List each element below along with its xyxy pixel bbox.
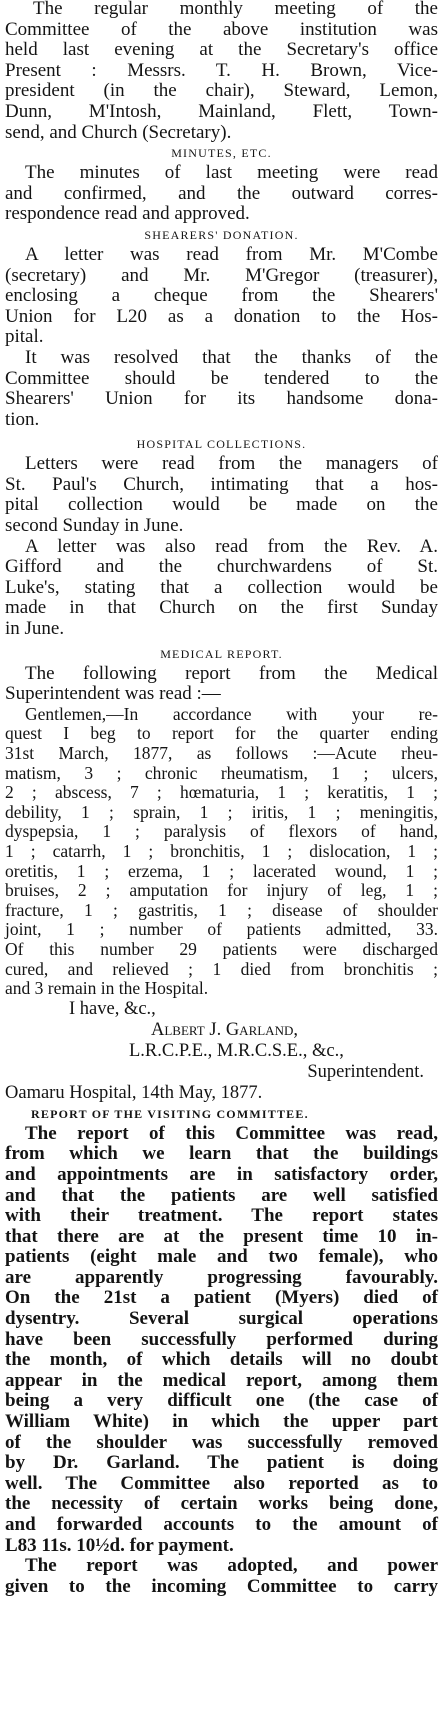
text-line: well. The Committee also reported as to: [5, 1472, 438, 1494]
collections-paragraph-2: [5, 537, 438, 640]
text-line: The minutes of last meeting were read: [25, 162, 438, 184]
visiting-paragraph: [5, 1124, 438, 1556]
text-line: tion.: [5, 408, 40, 430]
text-line: Committee should be tendered to the: [5, 367, 438, 389]
text-line: and 3 remain in the Hospital.: [5, 978, 209, 999]
text-line: with their treatment. The report states: [5, 1205, 438, 1227]
closing-paragraph: [5, 1556, 438, 1597]
text-line: The regular monthly meeting of the: [33, 0, 438, 19]
text-line: cured, and relieved ; 1 died from bronchitis ;: [5, 958, 438, 979]
text-line: and appointments are in satisfactory order,: [5, 1163, 438, 1185]
text-line: Shearers' Union for its handsome dona-: [5, 388, 438, 410]
text-line: Superintendent was read :—: [5, 683, 221, 705]
text-line: It was resolved that the thanks of the: [25, 346, 438, 368]
signature-block: [5, 999, 438, 1083]
minutes-paragraph: [5, 163, 438, 225]
text-line: debility, 1 ; sprain, 1 ; iritis, 1 ; meningitis,: [5, 801, 438, 822]
text-line: respondence read and approved.: [5, 203, 250, 225]
text-line: and forwarded accounts to the amount of: [5, 1514, 438, 1535]
text-line: held last evening at the Secretary's office: [5, 39, 438, 61]
text-line: being a very difficult one (the case of: [5, 1390, 438, 1412]
text-line: patients (eight male and two female), who: [5, 1246, 438, 1268]
text-line: St. Paul's Church, intimating that a hos-: [5, 473, 438, 495]
text-line: that there are at the present time 10 in-: [5, 1225, 438, 1247]
text-line: quest I beg to report for the quarter ending: [5, 723, 438, 744]
text-line: bruises, 2 ; amputation for injury of leg, 1 ;: [5, 880, 438, 901]
text-line: pital collection would be made on the: [5, 494, 438, 516]
section-heading-collections: HOSPITAL COLLECTIONS.: [136, 437, 307, 452]
text-line: Luke's, stating that a collection would be: [5, 576, 438, 598]
dateline: Oamaru Hospital, 14th May, 1877.: [5, 1082, 263, 1103]
text-line: dysentry. Several surgical operations: [5, 1308, 438, 1330]
text-line: are apparently progressing favourably.: [5, 1266, 438, 1288]
text-line: in June.: [5, 618, 65, 640]
text-line: fracture, 1 ; gastritis, 1 ; disease of shoulder: [5, 899, 438, 920]
text-line: of the shoulder was successfully removed: [5, 1431, 438, 1453]
medical-intro-paragraph: [5, 664, 438, 705]
text-line: have been successfully performed during: [5, 1328, 438, 1350]
text-line: the necessity of certain works being done,: [5, 1493, 438, 1515]
text-line: On the 21st a patient (Myers) died of: [5, 1287, 438, 1309]
signature-name: Albert J. Garland,: [151, 1019, 298, 1040]
text-line: dyspepsia, 1 ; paralysis of flexors of hand,: [5, 821, 438, 842]
text-line: Dunn, M'Intosh, Mainland, Flett, Town-: [5, 100, 438, 122]
shearers-paragraph-2: [5, 348, 438, 430]
text-line: oretitis, 1 ; erzema, 1 ; lacerated wound, 1 ;: [5, 860, 438, 881]
text-line: 2 ; abscess, 7 ; hœmaturia, 1 ; keratitis, 1 ;: [5, 782, 438, 803]
text-line: Of this number 29 patients were discharged: [5, 938, 438, 959]
section-heading-shearers: SHEARERS' DONATION.: [144, 227, 299, 242]
text-line: president (in the chair), Steward, Lemon,: [5, 80, 438, 102]
text-line: The following report from the Medical: [25, 662, 438, 684]
text-line: and confirmed, and the outward corres-: [5, 182, 438, 204]
text-line: The report of this Committee was read,: [25, 1122, 438, 1144]
text-line: L83 11s. 10½d. for payment.: [5, 1534, 234, 1556]
text-line: William White) in which the upper part: [5, 1411, 438, 1433]
text-line: from which we learn that the buildings: [5, 1143, 438, 1165]
signature-title: Superintendent.: [307, 1061, 424, 1082]
text-line: Gentlemen,—In accordance with your re-: [25, 703, 438, 724]
text-line: enclosing a cheque from the Shearers': [5, 285, 438, 307]
text-line: second Sunday in June.: [5, 515, 184, 537]
text-line: and that the patients are well satisfied: [5, 1184, 438, 1206]
text-line: The report was adopted, and power: [25, 1555, 438, 1577]
text-line: the month, of which details will no doubt: [5, 1349, 438, 1371]
text-line: 31st March, 1877, as follows :—Acute rheu-: [5, 743, 438, 763]
collections-paragraph-1: [5, 454, 438, 536]
text-line: appear in the medical report, among them: [5, 1369, 438, 1391]
text-line: A letter was also read from the Rev. A.: [25, 535, 438, 557]
text-line: Letters were read from the managers of: [25, 453, 438, 475]
text-line: A letter was read from Mr. M'Combe: [25, 243, 438, 265]
section-heading-visiting: REPORT OF THE VISITING COMMITTEE.: [31, 1106, 309, 1121]
section-heading-medical: MEDICAL REPORT.: [160, 646, 283, 661]
text-line: 1 ; catarrh, 1 ; bronchitis, 1 ; dislocation, 1 ;: [5, 840, 438, 861]
text-line: joint, 1 ; number of patients admitted, 33.: [5, 919, 438, 940]
text-line: (secretary) and Mr. M'Gregor (treasurer),: [5, 264, 438, 286]
text-line: by Dr. Garland. The patient is doing: [5, 1452, 438, 1474]
shearers-paragraph-1: [5, 245, 438, 348]
text-line: Committee of the above institution was: [5, 18, 438, 40]
text-line: Union for L20 as a donation to the Hos-: [5, 305, 438, 327]
text-line: Present : Messrs. T. H. Brown, Vice-: [5, 59, 438, 81]
signature-credentials: L.R.C.P.E., M.R.C.S.E., &c.,: [129, 1040, 344, 1061]
text-line: given to the incoming Committee to carry: [5, 1575, 438, 1597]
text-line: pital.: [5, 326, 44, 348]
section-heading-minutes: MINUTES, ETC.: [171, 146, 272, 161]
signature-closing: I have, &c.,: [69, 998, 156, 1019]
intro-paragraph: [5, 0, 438, 143]
text-line: made in that Church on the first Sunday: [5, 597, 438, 619]
text-line: Gifford and the churchwardens of St.: [5, 556, 438, 578]
text-line: matism, 3 ; chronic rheumatism, 1 ; ulcers,: [5, 762, 438, 783]
text-line: send, and Church (Secretary).: [5, 121, 232, 143]
medical-letter: [5, 705, 438, 999]
